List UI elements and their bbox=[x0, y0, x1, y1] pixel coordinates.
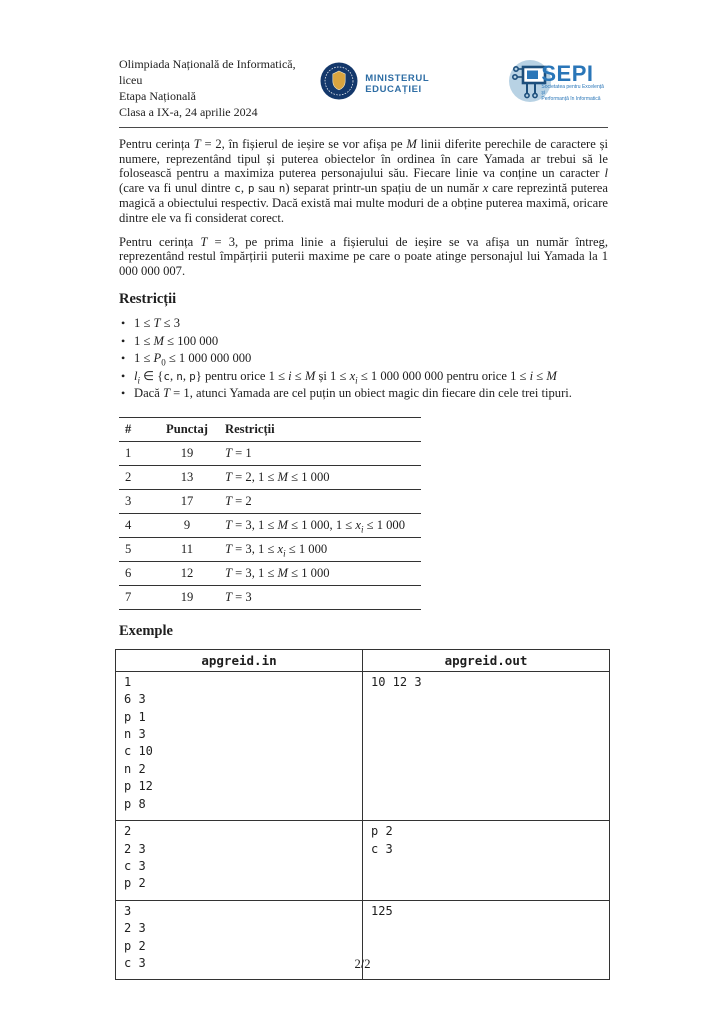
examples-heading: Exemple bbox=[119, 622, 173, 639]
example-row bbox=[116, 671, 610, 820]
score-cond: T = 3, 1 ≤ M ≤ 1 000, $1 \le x_i \le 1$ 000 bbox=[219, 513, 421, 537]
code-line: 3 bbox=[124, 903, 132, 918]
score-row bbox=[119, 489, 421, 513]
score-row bbox=[119, 537, 421, 561]
example-output bbox=[363, 671, 610, 820]
code-line: p 12 bbox=[124, 779, 153, 794]
score-col-number: # bbox=[119, 417, 155, 441]
score-row bbox=[119, 585, 421, 609]
score-cond: T = 3 bbox=[219, 585, 421, 609]
score-cond: T = 3, $1 \le x_i \le 1$ 000 bbox=[219, 537, 421, 561]
examples-col-input: apgreid.in bbox=[116, 649, 363, 671]
code-line: 2 bbox=[124, 824, 132, 839]
score-points: 13 bbox=[155, 465, 219, 489]
logos bbox=[320, 58, 608, 109]
restriction-item: • 1 ≤ M ≤ 100 000 bbox=[119, 333, 608, 351]
sepi-subtitle-line1: Societatea pentru Excelență și bbox=[541, 84, 604, 96]
code-line: 6 3 bbox=[124, 692, 146, 707]
restriction-item: • $l_i$ ∈ {c, n, p} pentru orice 1 ≤ i ≤ M și $1 \le x_i \le 1$ 000 000 000 pentru orice 1 ≤ i ≤ M bbox=[119, 368, 608, 386]
ministry-logo bbox=[320, 62, 487, 105]
ministry-label: MINISTERUL EDUCAȚIEI bbox=[365, 72, 430, 95]
restriction-item: • 1 ≤ T ≤ 3 bbox=[119, 315, 608, 333]
example-input bbox=[116, 821, 363, 901]
score-num: 4 bbox=[119, 513, 155, 537]
score-num: 7 bbox=[119, 585, 155, 609]
score-num: 2 bbox=[119, 465, 155, 489]
contest-stage: Etapa Națională bbox=[119, 89, 196, 103]
score-col-restrictions: Restricții bbox=[219, 417, 421, 441]
score-points: 19 bbox=[155, 585, 219, 609]
score-row bbox=[119, 561, 421, 585]
restrictions-heading: Restricții bbox=[119, 291, 177, 308]
example-row bbox=[116, 821, 610, 901]
examples-col-output: apgreid.out bbox=[363, 649, 610, 671]
sepi-logo bbox=[507, 58, 608, 109]
score-table-body bbox=[119, 441, 421, 609]
restrictions-list bbox=[119, 315, 608, 403]
score-col-points: Punctaj bbox=[155, 417, 219, 441]
score-points: 19 bbox=[155, 441, 219, 465]
example-input bbox=[116, 671, 363, 820]
code-line: c 10 bbox=[124, 744, 153, 759]
score-num: 5 bbox=[119, 537, 155, 561]
paragraph-t3: Pentru cerința T = 3, pe prima linie a fișierului de ieșire se va afișa un număr întreg, reprezentând restul împărțirii puterii maxime pe care o poate atinge personajul lui Yamada la 1 000 000 007. bbox=[119, 234, 608, 278]
contest-info bbox=[119, 56, 320, 120]
examples-body bbox=[116, 671, 610, 980]
contest-date: Clasa a IX-a, 24 aprilie 2024 bbox=[119, 105, 258, 119]
score-points: 9 bbox=[155, 513, 219, 537]
sepi-text bbox=[541, 61, 608, 103]
score-table-header-row bbox=[119, 417, 421, 441]
code-line: 2 3 bbox=[124, 841, 146, 856]
page-number: 2/2 bbox=[354, 957, 371, 971]
code-line: n 2 bbox=[124, 761, 146, 776]
code-line: p 2 bbox=[371, 824, 393, 839]
score-points: 12 bbox=[155, 561, 219, 585]
restriction-item: • Dacă T = 1, atunci Yamada are cel puțin un obiect magic din fiecare din cele trei tipuri. bbox=[119, 385, 608, 403]
code-line: p 2 bbox=[124, 938, 146, 953]
paragraph-t2: Pentru cerința T = 2, în fișierul de ieșire se vor afișa pe M linii diferite perechile de caractere și numere, reprezentând tipul și puterea obiectelor în ordinea în care Yamada ar trebui să le folosească pentru a maximiza puterea personajului său. Fiecare linie va conține un caracter l (care va fi unul dintre c, p sau n) separat printr-un spațiu de un număr x care reprezintă puterea magică a obiectului respectiv. Dacă există mai multe moduri de a obține puterea maximă, oricare dintre ele va fi considerat corect. bbox=[119, 137, 608, 225]
score-row bbox=[119, 441, 421, 465]
score-row bbox=[119, 465, 421, 489]
score-row bbox=[119, 513, 421, 537]
code-line: p 8 bbox=[124, 796, 146, 811]
sepi-wordmark: SEPI bbox=[541, 61, 594, 87]
ministry-emblem-icon bbox=[320, 62, 358, 105]
score-num: 6 bbox=[119, 561, 155, 585]
score-points: 11 bbox=[155, 537, 219, 561]
code-line: c 3 bbox=[371, 841, 393, 856]
contest-name: Olimpiada Națională de Informatică, liceu bbox=[119, 57, 296, 87]
example-output bbox=[363, 821, 610, 901]
code-line: p 1 bbox=[124, 709, 146, 724]
code-line: 2 3 bbox=[124, 921, 146, 936]
score-table bbox=[119, 417, 421, 610]
score-num: 3 bbox=[119, 489, 155, 513]
code-line: c 3 bbox=[124, 858, 146, 873]
score-cond: T = 2, 1 ≤ M ≤ 1 000 bbox=[219, 465, 421, 489]
restriction-item: • $1 \le P_0 \le 1$ 000 000 000 bbox=[119, 350, 608, 368]
code-line: p 2 bbox=[124, 876, 146, 891]
page-header bbox=[119, 56, 608, 120]
code-line: n 3 bbox=[124, 727, 146, 742]
header-divider bbox=[119, 127, 608, 128]
examples-header-row bbox=[116, 649, 610, 671]
score-num: 1 bbox=[119, 441, 155, 465]
sepi-subtitle-line2: Performanță în Informatică bbox=[541, 96, 601, 103]
score-points: 17 bbox=[155, 489, 219, 513]
code-line: c 3 bbox=[124, 955, 146, 970]
score-cond: T = 2 bbox=[219, 489, 421, 513]
code-line: 1 bbox=[124, 674, 132, 689]
examples-table bbox=[115, 649, 610, 981]
code-line: 125 bbox=[371, 903, 393, 918]
code-line: 10 12 3 bbox=[371, 674, 422, 689]
score-cond: T = 3, 1 ≤ M ≤ 1 000 bbox=[219, 561, 421, 585]
score-cond: T = 1 bbox=[219, 441, 421, 465]
